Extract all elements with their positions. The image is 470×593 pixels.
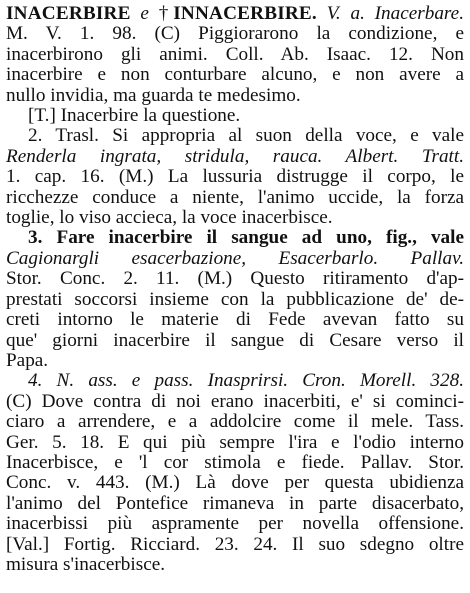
part-of-speech: V. a.: [326, 3, 365, 24]
sense-line: (C) Dove contra di noi erano inacerbiti, e' si cominci-: [6, 390, 464, 412]
sense-line: 4. N. ass. e pass. Inasprirsi. Cron. Morell. 328.: [28, 370, 464, 392]
sense-line: que' giorni inacerbire il sangue di Cesare verso il: [6, 329, 464, 351]
entry-line: inacerbire e non conturbare alcuno, e non avere a: [6, 64, 464, 86]
dictionary-entry: [6, 4, 464, 575]
sense-line: Stor. Conc. 2. 11. (M.) Questo ritiramento d'ap-: [6, 268, 464, 290]
sense-line: inacerbissi più aspramente per novella offensione.: [6, 513, 464, 535]
headword-conjunction: e: [140, 3, 149, 24]
sense-line: Inacerbisce, e 'l cor stimola e fiede. Pallav. Stor.: [6, 451, 464, 473]
entry-main-paragraph: [6, 4, 464, 106]
headword-variant: INNACERBIRE.: [173, 3, 317, 24]
entry-line: inacerbirono gli animi. Coll. Ab. Isaac. 12. Non: [6, 43, 464, 65]
sense-line: creti intorno le materie di Fede avevan fatto su: [6, 309, 464, 331]
sense-line: Cagionargli esacerbazione, Esacerbarlo. Pallav.: [6, 247, 464, 269]
sense-line: misura s'inacerbisce.: [6, 553, 166, 575]
sense-line: prestati soccorsi insieme con la pubblicazione de' de-: [6, 288, 464, 310]
sense-line: ricchezze conduce a niente, l'animo uccide, la forza: [6, 186, 464, 208]
sense-line: [Val.] Fortig. Ricciard. 23. 24. Il suo sdegno oltre: [6, 533, 464, 555]
sense-line: toglie, lo viso accieca, la voce inacerbisce.: [6, 207, 333, 229]
sense-line: l'animo del Pontefice rimaneva in parte disacerbato,: [6, 492, 464, 514]
dagger-mark: †: [158, 3, 174, 24]
sense-line: ciaro a arrendere, e a addolcire come il mele. Tass.: [6, 411, 464, 433]
sense-line: 3. Fare inacerbire il sangue ad uno, fig., vale: [28, 227, 464, 249]
sense-3-paragraph: [6, 228, 464, 371]
sense-line: Ger. 5. 18. E qui più sempre l'ira e l'odio interno: [6, 431, 464, 453]
entry-headline: [6, 4, 464, 24]
headword-definition: Inacerbare.: [374, 3, 464, 24]
entry-line: [T.] Inacerbire la questione.: [28, 105, 241, 127]
sense-2-paragraph: [6, 126, 464, 228]
sense-4-paragraph: [6, 371, 464, 575]
headword: INACERBIRE: [6, 3, 131, 24]
entry-line: nullo invidia, ma guarda te medesimo.: [6, 84, 301, 106]
sense-line: Papa.: [6, 349, 49, 371]
entry-line: M. V. 1. 98. (C) Piggiorarono la condizione, e: [6, 23, 464, 45]
sense-line: 1. cap. 16. (M.) La lussuria distrugge il corpo, le: [6, 166, 464, 188]
sense-line: 2. Trasl. Si appropria al suon della voce, e vale: [28, 125, 464, 147]
sense-line: Renderla ingrata, stridula, rauca. Albert. Tratt.: [6, 145, 464, 167]
entry-t-paragraph: [6, 106, 464, 126]
sense-line: Conc. v. 443. (M.) Là dove per questa ubidienza: [6, 472, 464, 494]
